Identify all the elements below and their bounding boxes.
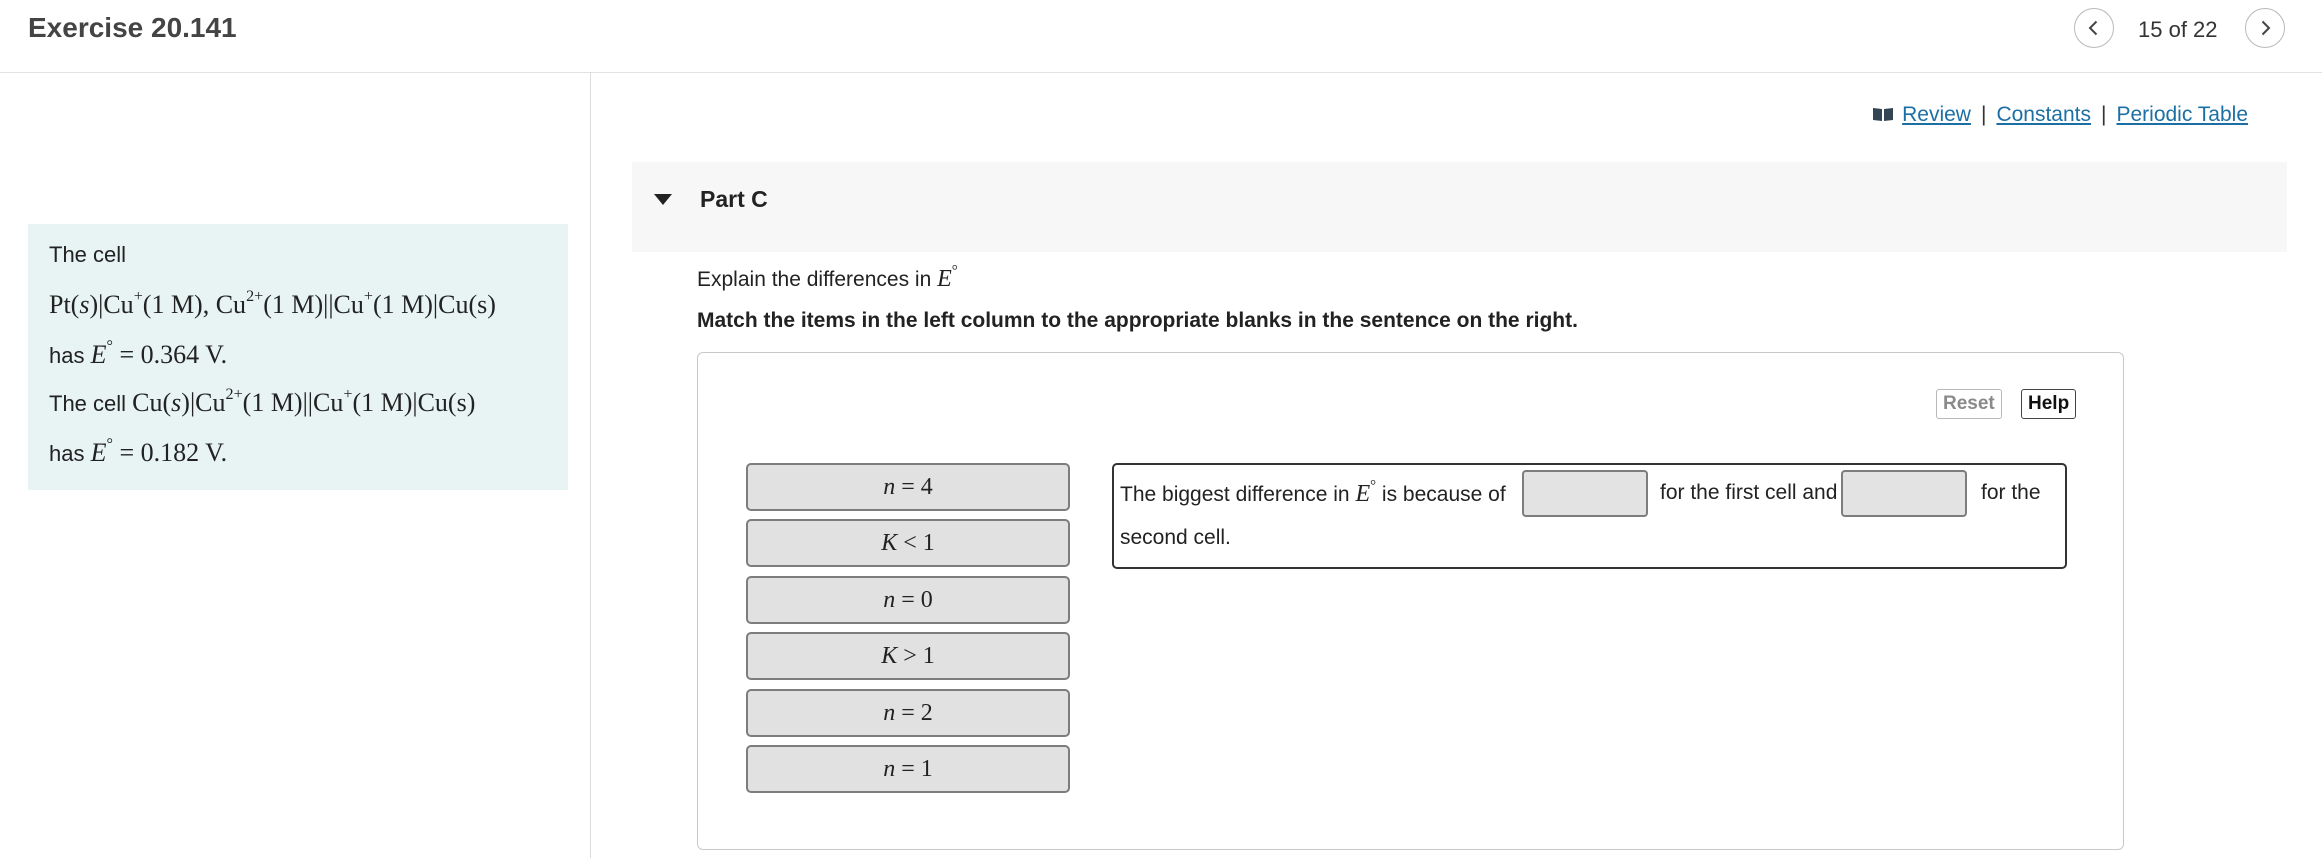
sentence-text-3: for the	[1981, 481, 2041, 504]
periodic-table-link[interactable]: Periodic Table	[2116, 103, 2248, 126]
cell2-potential: has E° = 0.182 V.	[49, 435, 228, 467]
part-instructions: Match the items in the left column to the appropriate blanks in the sentence on the right.	[697, 309, 1578, 332]
help-button[interactable]: Help	[2021, 389, 2076, 419]
pane-divider	[590, 72, 591, 858]
page-title: Exercise 20.141	[28, 12, 237, 43]
caret-down-icon[interactable]	[654, 194, 672, 205]
matching-workspace	[697, 352, 2124, 850]
chevron-right-icon	[2256, 19, 2274, 37]
sentence-text-2: for the first cell and	[1660, 481, 1838, 504]
answer-tile[interactable]: n = 0	[746, 576, 1070, 624]
reset-button[interactable]: Reset	[1936, 389, 2002, 419]
chevron-left-icon	[2085, 19, 2103, 37]
blank-first-cell[interactable]	[1522, 470, 1648, 517]
cell1-potential: has E° = 0.364 V.	[49, 337, 228, 369]
cell2-notation: The cell $Cu(s)|Cu^{2+}(1$ M)||Cu+(1 M)|Cu(s)	[49, 385, 476, 417]
sentence-text-1: The biggest difference in E° is because of	[1120, 477, 1506, 507]
answer-tile[interactable]: K > 1	[746, 632, 1070, 680]
cell1-label: The cell	[49, 242, 127, 267]
cell1-notation: Pt(s)|Cu+(1 M), $Cu^{2+}(1$ M)||Cu+(1 M)|Cu(s)	[49, 287, 496, 319]
review-link[interactable]: Review	[1902, 103, 1971, 126]
previous-button[interactable]	[2074, 8, 2114, 48]
item-counter: 15 of 22	[2138, 17, 2218, 42]
constants-link[interactable]: Constants	[1996, 103, 2091, 126]
answer-tile[interactable]: K < 1	[746, 519, 1070, 567]
target-sentence	[1112, 463, 2067, 569]
sentence-text-4: second cell.	[1120, 526, 1231, 549]
part-c-header[interactable]	[632, 162, 2287, 252]
answer-tile[interactable]: n = 2	[746, 689, 1070, 737]
part-prompt: Explain the differences in E°	[697, 262, 958, 292]
answer-tile[interactable]: n = 1	[746, 745, 1070, 793]
resource-links: Review | Constants | Periodic Table	[1872, 103, 2248, 127]
book-icon	[1872, 106, 1894, 122]
next-button[interactable]	[2245, 8, 2285, 48]
answer-tile[interactable]: n = 4	[746, 463, 1070, 511]
header-bar	[0, 0, 2322, 73]
blank-second-cell[interactable]	[1841, 470, 1967, 517]
problem-intro-panel	[28, 224, 568, 490]
part-title: Part C	[700, 186, 768, 212]
